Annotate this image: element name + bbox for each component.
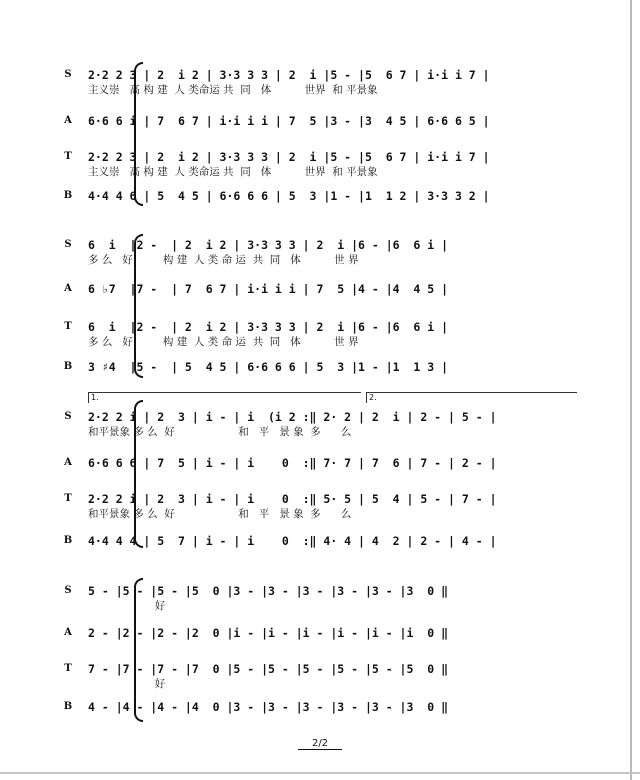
- lyric-line: 主义崇 高 构 建 人 类命运 共 同 体 世界 和 平景象: [88, 84, 378, 96]
- staff-bass: [62, 189, 582, 209]
- voice-label: S: [64, 69, 72, 80]
- notation-line: 6·6 6 6 | 7 5 | i - | i 0 :‖ 7· 7 | 7 6 | 7 - | 2 - |: [88, 456, 497, 470]
- page-edge-bottom: [0, 772, 640, 774]
- voice-label: T: [64, 493, 72, 504]
- staff-bass: [62, 360, 582, 380]
- notation-line: 4 - |4 - |4 - |4 0 |3 - |3 - |3 - |3 - |3 - |3 0 ‖: [88, 700, 449, 714]
- lyric-line: 主义崇 高 构 建 人 类命运 共 同 体 世界 和 平景象: [88, 166, 378, 178]
- notation-line: 6 i |2 - | 2 i 2 | 3·3 3 3 | 2 i |6 - |6 6 i |: [88, 238, 449, 252]
- voice-label: S: [64, 411, 72, 422]
- voice-label: B: [63, 701, 73, 712]
- staff-alto: [62, 114, 582, 134]
- voice-label: T: [64, 663, 72, 674]
- voice-label: S: [64, 585, 72, 596]
- voice-label: T: [64, 321, 72, 332]
- notation-line: 2·2 2 i | 2 3 | i - | i (i 2 :‖ 2· 2 | 2 i | 2 - | 5 - |: [88, 410, 497, 424]
- notation-line: 5 - |5 - |5 - |5 0 |3 - |3 - |3 - |3 - |3 - |3 0 ‖: [88, 584, 449, 598]
- voice-label: A: [64, 627, 72, 638]
- staff-alto: [62, 282, 582, 302]
- lyric-line: 好: [88, 678, 166, 690]
- lyric-line: 多 么 好 构 建 人 类 命 运 共 同 体 世 界: [88, 254, 359, 266]
- staff-tenor: [62, 662, 582, 690]
- notation-line: 2·2 2 3 | 2 i 2 | 3·3 3 3 | 2 i |5 - |5 6 7 | i·i i 7 |: [88, 150, 490, 164]
- voice-label: B: [63, 535, 73, 546]
- notation-line: 6·6 6 i | 7 6 7 | i·i i i | 7 5 |3 - |3 4 5 | 6·6 6 5 |: [88, 114, 490, 128]
- page-edge-right: [630, 0, 632, 780]
- notation-line: 6 i |2 - | 2 i 2 | 3·3 3 3 | 2 i |6 - |6 6 i |: [88, 320, 449, 334]
- notation-line: 2·2 2 i | 2 3 | i - | i 0 :‖ 5· 5 | 5 4 | 5 - | 7 - |: [88, 492, 497, 506]
- staff-tenor: [62, 492, 582, 520]
- staff-soprano: [62, 238, 582, 266]
- staff-tenor: [62, 320, 582, 348]
- voice-label: T: [64, 151, 72, 162]
- notation-line: 4·4 4 6 | 5 4 5 | 6·6 6 6 | 5 3 |1 - |1 1 2 | 3·3 3 2 |: [88, 189, 490, 203]
- lyric-line: 和平景象 多 么 好 和 平 景 象 多 么: [88, 426, 352, 438]
- notation-line: 2 - |2 - |2 - |2 0 |i - |i - |i - |i - |i - |i 0 ‖: [88, 626, 449, 640]
- lyric-line: 和平景象 多 么 好 和 平 景 象 多 么: [88, 508, 352, 520]
- voice-label: A: [64, 457, 72, 468]
- voice-label: A: [64, 283, 72, 294]
- staff-soprano: [62, 410, 582, 438]
- notation-line: 3 ♯4 |5 - | 5 4 5 | 6·6 6 6 | 5 3 |1 - |1 1 3 |: [88, 360, 449, 374]
- notation-line: 2·2 2 3 | 2 i 2 | 3·3 3 3 | 2 i |5 - |5 6 7 | i·i i 7 |: [88, 68, 490, 82]
- staff-alto: [62, 456, 582, 476]
- voice-label: B: [63, 361, 73, 372]
- notation-line: 6 ♭7 |7 - | 7 6 7 | i·i i i | 7 5 |4 - |4 4 5 |: [88, 282, 449, 296]
- notation-line: 4·4 4 4 | 5 7 | i - | i 0 :‖ 4· 4 | 4 2 | 2 - | 4 - |: [88, 534, 497, 548]
- staff-soprano: [62, 68, 582, 96]
- voice-label: B: [63, 190, 73, 201]
- voice-label: S: [64, 239, 72, 250]
- staff-bass: [62, 534, 582, 554]
- first-ending-bracket: 1.: [88, 392, 361, 403]
- staff-bass: [62, 700, 582, 720]
- lyric-line: 多 么 好 构 建 人 类 命 运 共 同 体 世 界: [88, 336, 359, 348]
- staff-soprano: [62, 584, 582, 612]
- staff-alto: [62, 626, 582, 646]
- voice-label: A: [64, 115, 72, 126]
- lyric-line: 好: [88, 600, 166, 612]
- page-footer: [0, 738, 640, 749]
- notation-line: 7 - |7 - |7 - |7 0 |5 - |5 - |5 - |5 - |5 - |5 0 ‖: [88, 662, 449, 676]
- staff-tenor: [62, 150, 582, 178]
- page-number: 2/2: [298, 738, 342, 750]
- second-ending-bracket: 2.: [366, 392, 577, 403]
